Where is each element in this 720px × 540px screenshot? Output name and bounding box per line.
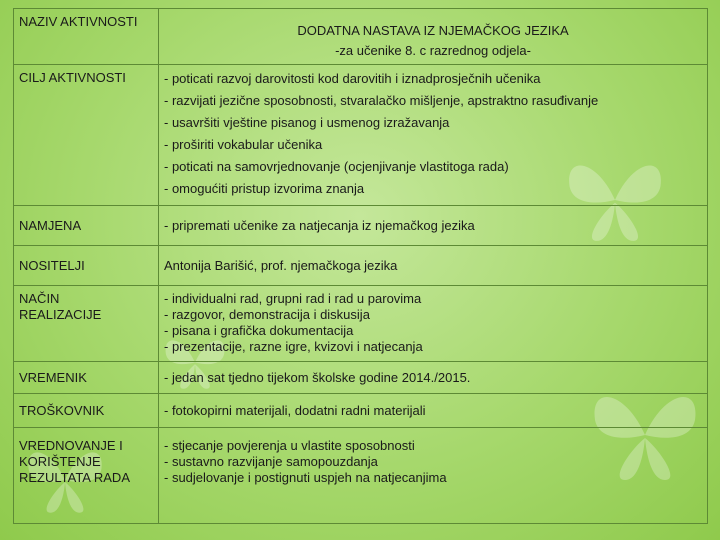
row-nacin [14, 286, 708, 362]
row-troskovnik [14, 394, 708, 428]
row-vremenik [14, 362, 708, 394]
list-item: - omogućiti pristup izvorima znanja [164, 181, 365, 196]
list-item: - stjecanje povjerenja u vlastite sposobnosti [164, 438, 415, 453]
label-nacin [14, 286, 159, 362]
label-vrednovanje [14, 428, 159, 524]
vremenik-value: - jedan sat tjedno tijekom školske godine 2014./2015. [159, 362, 708, 394]
label-line: REALIZACIJE [19, 307, 102, 322]
list-item: - individualni rad, grupni rad i rad u parovima [164, 291, 422, 306]
list-item: - pisana i grafička dokumentacija [164, 323, 354, 338]
label-line: NAČIN [19, 291, 60, 306]
row-namjena [14, 206, 708, 246]
list-item: - poticati na samovrjednovanje (ocjenjivanje vlastitoga rada) [164, 159, 509, 174]
row-nositelji [14, 246, 708, 286]
list-item: - prezentacije, razne igre, kvizovi i natjecanja [164, 339, 423, 354]
label-namjena: NAMJENA [14, 206, 159, 246]
cilj-list [159, 65, 708, 206]
row-naziv [14, 9, 708, 65]
label-naziv: NAZIV AKTIVNOSTI [14, 9, 159, 65]
namjena-value: - pripremati učenike za natjecanja iz njemačkog jezika [159, 206, 708, 246]
nacin-list [159, 286, 708, 362]
label-line: KORIŠTENJE [19, 454, 101, 469]
label-vremenik: VREMENIK [14, 362, 159, 394]
list-item: - razgovor, demonstracija i diskusija [164, 307, 370, 322]
label-troskovnik: TROŠKOVNIK [14, 394, 159, 428]
label-nositelji: NOSITELJI [14, 246, 159, 286]
label-line: REZULTATA RADA [19, 470, 130, 485]
row-cilj [14, 65, 708, 206]
label-line: VREDNOVANJE I [19, 438, 123, 453]
list-item: - usavršiti vještine pisanog i usmenog izražavanja [164, 115, 450, 130]
row-vrednovanje [14, 428, 708, 524]
nositelji-value: Antonija Barišić, prof. njemačkoga jezika [159, 246, 708, 286]
list-item: - sustavno razvijanje samopouzdanja [164, 454, 378, 469]
vrednovanje-list [159, 428, 708, 524]
activity-title-cell [159, 9, 708, 65]
list-item: - razvijati jezične sposobnosti, stvaralačko mišljenje, apstraktno rasuđivanje [164, 93, 599, 108]
list-item: - sudjelovanje i postignuti uspjeh na natjecanjima [164, 470, 447, 485]
troskovnik-value: - fotokopirni materijali, dodatni radni materijali [159, 394, 708, 428]
activity-title: DODATNA NASTAVA IZ NJEMAČKOG JEZIKA [297, 23, 569, 38]
list-item: - poticati razvoj darovitosti kod darovitih i iznadprosječnih učenika [164, 71, 541, 86]
activity-table [13, 8, 708, 524]
list-item: - proširiti vokabular učenika [164, 137, 323, 152]
label-cilj: CILJ AKTIVNOSTI [14, 65, 159, 206]
activity-subtitle: -za učenike 8. c razrednog odjela- [335, 43, 531, 58]
